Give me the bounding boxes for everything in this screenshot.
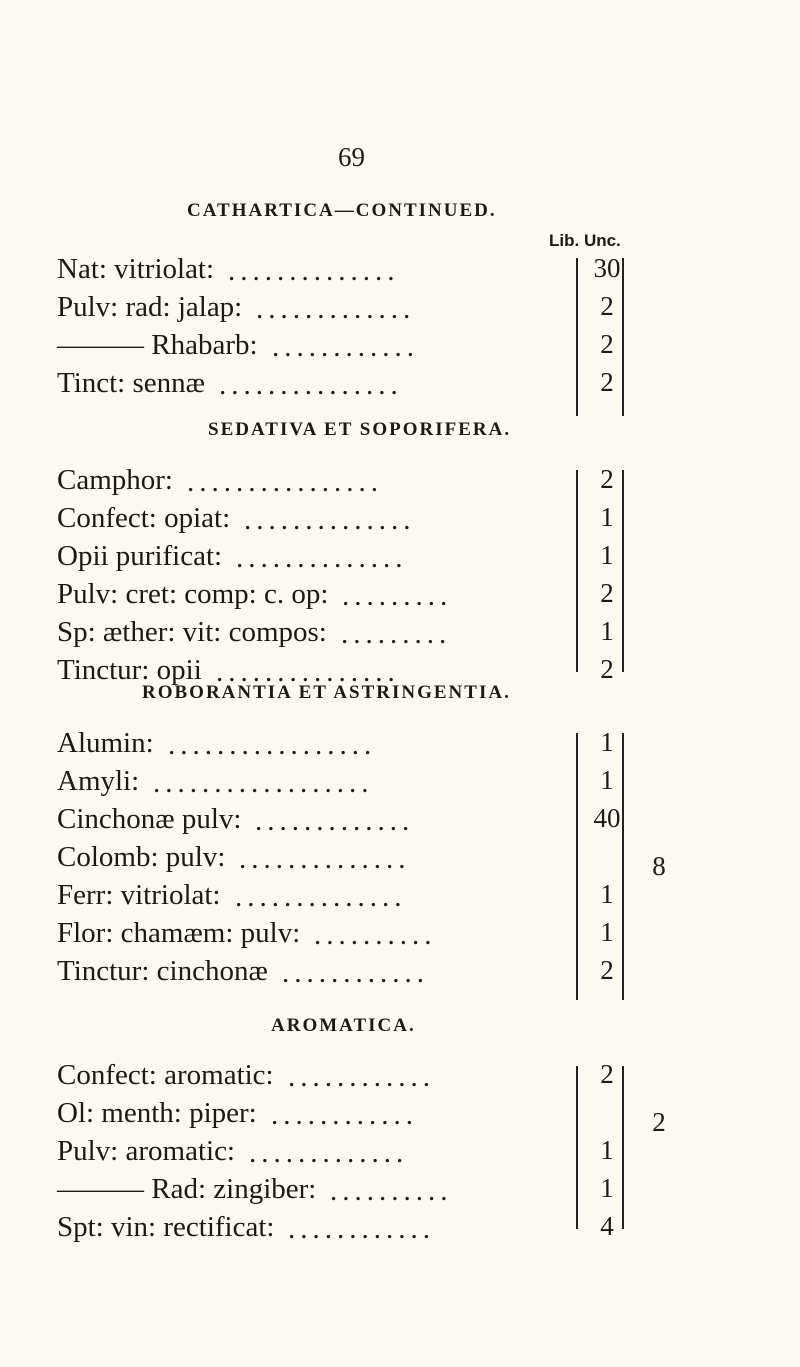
section-heading: SEDATIVA ET SOPORIFERA. [208,419,512,440]
lib-quantity: 2 [600,578,614,608]
item-name: Pulv: rad: jalap: [57,291,243,323]
leader-dots: ......... [342,580,453,612]
list-item [57,1059,777,1099]
item-name: Colomb: pulv: [57,841,226,873]
item-name: Alumin: [57,727,154,759]
list-item [57,578,777,618]
item-name: Nat: vitriolat: [57,253,215,285]
list-item [57,616,777,656]
leader-dots: ............. [255,805,415,837]
leader-dots: .......... [314,919,437,951]
lib-quantity: 1 [600,727,614,757]
leader-dots: .............. [244,504,416,536]
leader-dots: ............. [249,1137,409,1169]
list-item [57,955,777,995]
leader-dots: ............ [272,331,419,363]
item-name: Tinctur: opii [57,654,202,686]
lib-quantity: 30 [593,253,621,283]
leader-dots: ............ [288,1061,435,1093]
leader-dots: ............... [219,369,403,401]
item-name: Ol: menth: piper: [57,1097,257,1129]
item-name: Flor: chamæm: pulv: [57,917,301,949]
leader-dots: ................ [187,466,383,498]
list-item [57,253,777,293]
list-item [57,917,777,957]
leader-dots: .............. [239,843,411,875]
lib-quantity: 2 [600,367,614,397]
leader-dots: ......... [341,618,452,650]
item-name: Amyli: [57,765,140,797]
leader-dots: .............. [235,881,407,913]
list-item [57,329,777,369]
item-name: Cinchonæ pulv: [57,803,242,835]
lib-quantity: 2 [600,329,614,359]
leader-dots: ............ [271,1099,418,1131]
item-name: Pulv: aromatic: [57,1135,235,1167]
list-item [57,1097,777,1137]
item-name: ——— Rad: zingiber: [57,1173,317,1205]
unc-quantity: 2 [652,1107,666,1137]
lib-quantity: 1 [600,765,614,795]
list-item [57,879,777,919]
item-name: Tinct: sennæ [57,367,205,399]
list-item [57,464,777,504]
lib-quantity: 1 [600,616,614,646]
section-heading: CATHARTICA—CONTINUED. [187,200,497,221]
lib-quantity: 2 [600,291,614,321]
leader-dots: .......... [330,1175,453,1207]
item-name: Camphor: [57,464,173,496]
unc-quantity: 8 [652,851,666,881]
list-item [57,803,777,843]
list-item [57,765,777,805]
leader-dots: .............. [228,255,400,287]
units-header: Lib. Unc. [549,231,621,250]
lib-quantity: 1 [600,1173,614,1203]
item-name: Ferr: vitriolat: [57,879,221,911]
lib-quantity: 1 [600,1135,614,1165]
list-item [57,841,777,881]
lib-quantity: 2 [600,464,614,494]
lib-quantity: 1 [600,540,614,570]
list-item [57,502,777,542]
lib-quantity: 2 [600,955,614,985]
lib-quantity: 2 [600,1059,614,1089]
section-heading: ROBORANTIA ET ASTRINGENTIA. [142,682,511,703]
list-item [57,1135,777,1175]
section-heading: AROMATICA. [271,1015,416,1036]
lib-quantity: 40 [593,803,621,833]
list-item [57,1211,777,1251]
lib-quantity: 1 [600,879,614,909]
lib-quantity: 2 [600,654,614,684]
leader-dots: .................. [153,767,374,799]
lib-quantity: 1 [600,502,614,532]
lib-quantity: 1 [600,917,614,947]
item-name: ——— Rhabarb: [57,329,258,361]
item-name: Spt: vin: rectificat: [57,1211,275,1243]
item-name: Confect: aromatic: [57,1059,274,1091]
leader-dots: .............. [236,542,408,574]
leader-dots: ............. [256,293,416,325]
leader-dots: ............ [288,1213,435,1245]
leader-dots: ............... [216,656,400,688]
page-number: 69 [338,142,365,172]
leader-dots: ............ [282,957,429,989]
item-name: Sp: æther: vit: compos: [57,616,327,648]
item-name: Confect: opiat: [57,502,231,534]
leader-dots: ................. [168,729,377,761]
lib-quantity: 4 [600,1211,614,1241]
list-item [57,540,777,580]
item-name: Opii purificat: [57,540,223,572]
item-name: Pulv: cret: comp: c. op: [57,578,329,610]
list-item [57,367,777,407]
list-item [57,1173,777,1213]
list-item [57,291,777,331]
item-name: Tinctur: cinchonæ [57,955,268,987]
list-item [57,727,777,767]
